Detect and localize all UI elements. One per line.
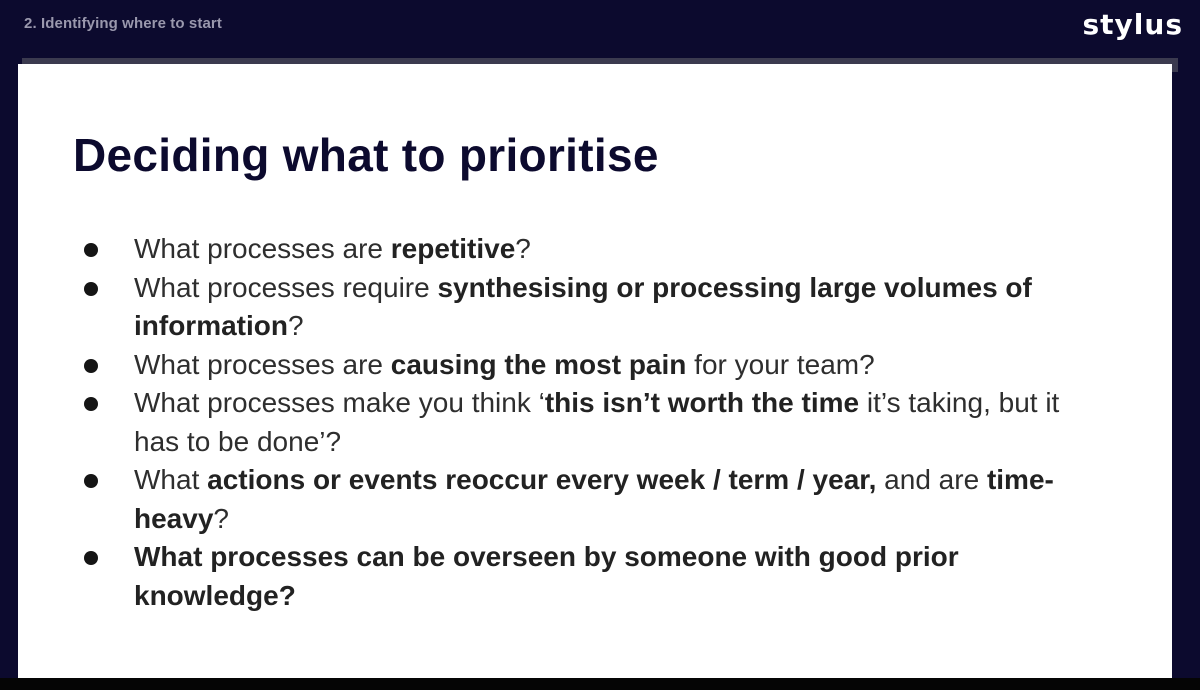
bullet-item-overseen [18, 538, 1172, 615]
bullet-item-synthesising [18, 269, 1172, 346]
bullet-item-pain [18, 346, 1172, 385]
bullet-text: What [134, 464, 208, 495]
bullet-item-worth-time [18, 384, 1172, 461]
bullet-text: it’s taking, but it has to be done’? [134, 387, 1060, 457]
top-bar [0, 0, 1200, 56]
bullet-text: ? [213, 502, 229, 534]
bullet-dot-icon [84, 397, 98, 411]
bullet-emphasis: time-heavy [134, 464, 1054, 534]
slide-title: Deciding what to prioritise [73, 129, 659, 181]
slide-card [18, 64, 1172, 678]
bullet-emphasis: this isn’t worth the time [544, 387, 860, 418]
bullet-list [18, 230, 1172, 615]
bullet-item-reoccur [18, 461, 1172, 538]
bottom-bar [0, 678, 1200, 690]
bullet-text: What processes are [134, 233, 391, 264]
bullet-dot-icon [84, 243, 98, 257]
bullet-dot-icon [84, 474, 98, 488]
bullet-text: What processes are [134, 348, 391, 380]
bullet-emphasis: What processes can be overseen by someone with good prior knowledge? [134, 541, 959, 611]
bullet-emphasis: repetitive [390, 233, 516, 264]
bullet-emphasis: actions or events reoccur every week / term / year, [207, 464, 877, 495]
section-label: 2. Identifying where to start [24, 15, 222, 32]
bullet-text: What processes make you think ‘ [134, 387, 545, 418]
bullet-text: for your team? [686, 348, 875, 380]
bullet-text: What processes require [134, 271, 438, 303]
bullet-emphasis: causing the most pain [390, 348, 687, 380]
bullet-dot-icon [84, 282, 98, 296]
bullet-dot-icon [84, 359, 98, 373]
bullet-text: and are [876, 464, 987, 495]
bullet-item-repetitive [18, 230, 1172, 269]
bullet-emphasis: synthesising or processing large volumes of information [134, 271, 1032, 341]
stylus-logo: stylus [1082, 8, 1183, 41]
bullet-text: ? [288, 310, 304, 341]
bullet-dot-icon [84, 551, 98, 565]
bullet-text: ? [515, 233, 531, 264]
